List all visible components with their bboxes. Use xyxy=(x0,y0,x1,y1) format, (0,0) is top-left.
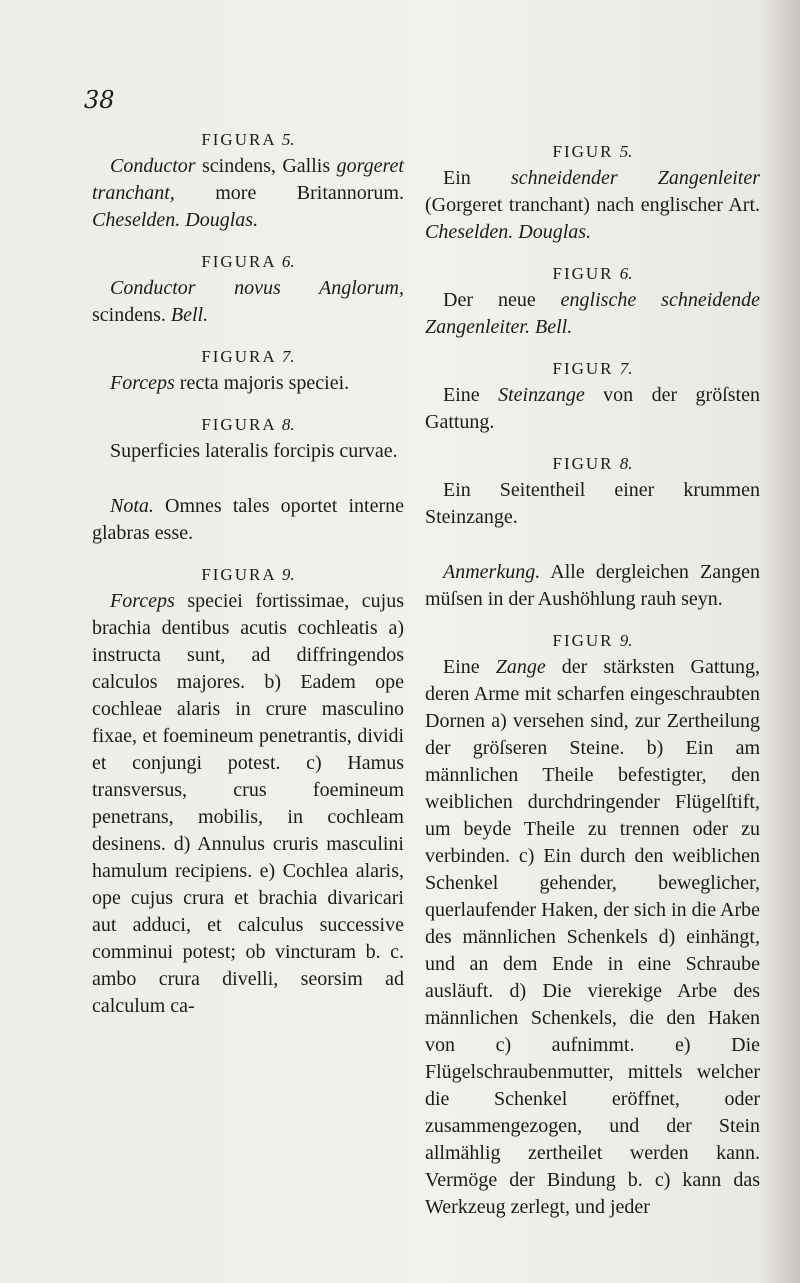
italic-text: Steinzange xyxy=(498,384,585,406)
german-figure-heading xyxy=(425,355,760,382)
italic-text: gorgeret tranchant, xyxy=(92,155,404,204)
text-run: (Gorgeret tranchant) nach englischer Art. xyxy=(425,194,760,216)
italic-text: englische schneidende Zangenleiter. Bell. xyxy=(425,289,761,338)
text-run: der stärksten Gattung, deren Arme mit scharfen eingeschraubten Dornen a) versehen sind, zur Zertheilung der gröſseren Steine. b) Ein am männlichen Theile befestigter, den weiblichen durchdringender Flügelſtift, um beyde Theile zu trennen oder zu verbinden. c) Ein durch den weiblichen Schenkel gehender, beweglicher, querlaufender Haken, der sich in die Arbe des männlichen Schenkels d) einhängt, und an dem Ende in eine Schraube ausläuft. d) Die vierekige Arbe des männlichen Schenkels, die den Haken von c) aufnimmt. e) Die Flügelschraubenmutter, mittels welcher die Schenkel eröffnet, oder zusammengezogen, und der Stein allmählig zertheilet werden kann. Vermöge der Bindung b. c) kann das Werkzeug zerlegt, und jeder xyxy=(425,656,760,1218)
german-figure-heading xyxy=(425,627,760,654)
figure-number: 8. xyxy=(281,415,295,434)
spacer xyxy=(92,547,404,561)
latin-paragraph xyxy=(92,275,404,329)
figure-number: 6. xyxy=(619,264,633,283)
german-paragraph xyxy=(425,559,760,613)
latin-paragraph xyxy=(92,493,404,547)
latin-paragraph xyxy=(92,438,404,465)
text-run: scindens, Gallis xyxy=(195,155,337,177)
spacer xyxy=(425,613,760,627)
german-paragraph xyxy=(425,382,760,436)
spacer xyxy=(425,341,760,355)
german-figure-heading xyxy=(425,138,760,165)
figure-label: FIGUR xyxy=(552,264,620,283)
italic-text: Cheselden. Douglas. xyxy=(425,221,592,243)
text-run: Ein xyxy=(443,167,511,189)
italic-text: Forceps xyxy=(110,590,175,612)
spacer xyxy=(425,436,760,450)
page-gutter-shadow xyxy=(760,0,800,1283)
german-paragraph xyxy=(425,477,760,531)
text-run: more Britannorum. xyxy=(174,182,404,204)
german-figure-heading xyxy=(425,450,760,477)
figure-label: FIGUR xyxy=(552,359,620,378)
figure-label: FIGURA xyxy=(201,347,282,366)
italic-text: schneidender Zangenleiter xyxy=(510,167,760,189)
spacer xyxy=(92,234,404,248)
german-paragraph xyxy=(425,287,760,341)
latin-paragraph xyxy=(92,153,404,234)
german-paragraph xyxy=(425,654,760,1221)
text-run: speciei fortissimae, cujus brachia dentibus acutis cochleatis a) instructa sunt, ad diffringendos calculos majores. b) Eadem ope cochleae alaris in crure masculino fixae, et foemineum penetrantis, dividi et conjungi potest. c) Hamus transversus, crus foemineum penetrans, mobilis, in cochleam desinens. d) Annulus cruris masculini hamulum recipiens. e) Cochlea alaris, ope cujus crura et brachia divaricari aut adduci, et calculus successive comminui potest; ob vincturam b. c. ambo crura divelli, seorsim ad calculum ca- xyxy=(92,590,404,1017)
page-number: 38 xyxy=(84,86,115,114)
italic-text: Bell. xyxy=(170,304,209,326)
latin-paragraph xyxy=(92,588,404,1020)
spacer xyxy=(92,465,404,493)
figure-label: FIGURA xyxy=(201,130,282,149)
figure-label: FIGURA xyxy=(201,415,282,434)
figure-number: 9. xyxy=(619,631,633,650)
italic-text: Anmerkung. xyxy=(443,561,541,583)
figure-label: FIGUR xyxy=(552,142,620,161)
italic-text: Cheselden. Douglas. xyxy=(92,209,259,231)
latin-figure-heading xyxy=(92,411,404,438)
text-run: Superficies lateralis forcipis curvae. xyxy=(110,440,398,462)
italic-text: Conductor novus Anglorum, xyxy=(110,277,404,299)
latin-figure-heading xyxy=(92,561,404,588)
figure-label: FIGURA xyxy=(201,565,282,584)
text-run: Omnes tales oportet interne glabras esse. xyxy=(92,495,404,544)
figure-label: FIGURA xyxy=(201,252,282,271)
text-run: recta majoris speciei. xyxy=(174,372,350,394)
italic-text: Forceps xyxy=(110,372,175,394)
figure-label: FIGUR xyxy=(552,454,620,473)
text-run: Der neue xyxy=(443,289,561,311)
figure-number: 5. xyxy=(281,130,295,149)
latin-column xyxy=(92,126,404,1020)
latin-figure-heading xyxy=(92,248,404,275)
latin-figure-heading xyxy=(92,126,404,153)
text-run: Eine xyxy=(443,656,496,678)
text-run: Ein Seitentheil einer krummen Steinzange. xyxy=(425,479,760,528)
italic-text: Nota. xyxy=(110,495,154,517)
italic-text: Conductor xyxy=(110,155,196,177)
figure-number: 7. xyxy=(281,347,295,366)
figure-number: 7. xyxy=(619,359,633,378)
text-run: Eine xyxy=(443,384,499,406)
figure-number: 9. xyxy=(281,565,295,584)
german-figure-heading xyxy=(425,260,760,287)
german-paragraph xyxy=(425,165,760,246)
text-run: von der gröſsten Gattung. xyxy=(425,384,760,433)
italic-text: Zange xyxy=(495,656,546,678)
german-column xyxy=(425,138,760,1221)
text-run: Alle dergleichen Zangen müſsen in der Aushöhlung rauh seyn. xyxy=(425,561,760,610)
latin-figure-heading xyxy=(92,343,404,370)
figure-number: 5. xyxy=(619,142,633,161)
text-run: scindens. xyxy=(92,304,171,326)
spacer xyxy=(425,246,760,260)
spacer xyxy=(92,397,404,411)
figure-number: 6. xyxy=(281,252,295,271)
figure-number: 8. xyxy=(619,454,633,473)
figure-label: FIGUR xyxy=(552,631,620,650)
spacer xyxy=(92,329,404,343)
latin-paragraph xyxy=(92,370,404,397)
spacer xyxy=(425,531,760,559)
